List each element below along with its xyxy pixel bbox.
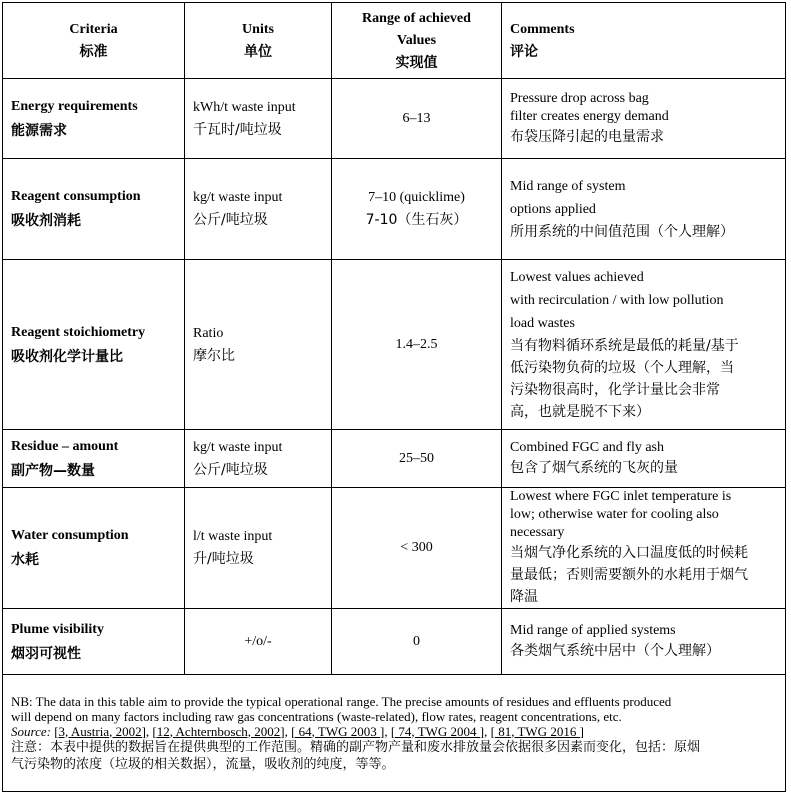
criteria-en: Energy requirements <box>11 98 138 114</box>
criteria-en: Water consumption <box>11 528 129 543</box>
units-en: +/o/- <box>244 633 272 649</box>
source-label: Source: <box>11 723 51 739</box>
criteria-cn: 吸收剂消耗 <box>11 213 81 229</box>
criteria-en: Reagent stoichiometry <box>11 324 146 340</box>
table-row <box>3 260 786 430</box>
comments-cell <box>502 488 786 609</box>
note-nb-line: will depend on many factors including raw gas concentrations (waste-related), flow rates, reagent concentrations, etc. <box>11 708 622 724</box>
reference-link[interactable]: [ 64, TWG 2003 ] <box>291 723 385 739</box>
note-row <box>3 675 786 792</box>
criteria-cell <box>3 609 185 675</box>
units-en: l/t waste input <box>193 529 273 544</box>
comment-en-line: Mid range of applied systems <box>510 622 676 638</box>
units-cell <box>185 159 332 260</box>
units-cell <box>185 609 332 675</box>
reference-link[interactable]: [ 81, TWG 2016 ] <box>490 723 584 739</box>
units-cn: 公斤/吨垃圾 <box>193 461 268 478</box>
comment-cn-line: 各类烟气系统中居中（个人理解） <box>510 642 720 659</box>
table-row <box>3 609 786 675</box>
criteria-cell <box>3 260 185 430</box>
header-range-cn: 实现值 <box>395 54 438 71</box>
comment-en-line: with recirculation / with low pollution <box>510 293 724 308</box>
note-cn-line: 气污染物的浓度（垃圾的相关数据），流量，吸收剂的纯度，等等。 <box>11 756 395 772</box>
range-value-cn: 7-10（生石灰） <box>365 212 468 228</box>
comment-cn-line: 量最低；否则需要额外的水耗用于烟气 <box>510 567 748 583</box>
header-comments-en: Comments <box>510 21 575 37</box>
header-criteria-en: Criteria <box>69 21 118 37</box>
criteria-cn: 烟羽可视性 <box>11 645 81 662</box>
header-comments <box>502 3 786 79</box>
units-cn: 千瓦时/吨垃圾 <box>193 121 282 138</box>
criteria-cell <box>3 79 185 159</box>
units-cell <box>185 260 332 430</box>
units-en: kg/t waste input <box>193 439 283 455</box>
comment-en-line: Mid range of system <box>510 179 626 194</box>
comment-cn-line: 包含了烟气系统的飞灰的量 <box>510 459 678 476</box>
comment-cn-line: 低污染物负荷的垃圾（个人理解，当 <box>510 360 734 376</box>
range-value: 6–13 <box>402 110 431 126</box>
units-cell <box>185 430 332 488</box>
comment-en-line: filter creates energy demand <box>510 108 669 124</box>
criteria-cn: 能源需求 <box>11 122 67 139</box>
criteria-cn: 吸收剂化学计量比 <box>11 348 123 365</box>
criteria-cell <box>3 430 185 488</box>
comments-cell <box>502 260 786 430</box>
header-comments-cn: 评论 <box>510 43 538 60</box>
units-en: kg/t waste input <box>193 190 283 205</box>
comment-cn-line: 高，也就是脱不下来） <box>510 404 650 420</box>
reference-link[interactable]: [ 74, TWG 2004 ] <box>390 723 485 739</box>
comments-cell <box>502 430 786 488</box>
comment-en-line: Lowest where FGC inlet temperature is <box>510 489 732 504</box>
range-cell <box>332 609 502 675</box>
header-criteria <box>3 3 185 79</box>
range-cell <box>332 430 502 488</box>
comment-en-line: Combined FGC and fly ash <box>510 439 664 455</box>
comment-en-line: low; otherwise water for cooling also <box>510 507 719 522</box>
criteria-table <box>2 2 786 792</box>
header-range <box>332 3 502 79</box>
range-value: 25–50 <box>399 450 434 466</box>
criteria-cn: 副产物—数量 <box>11 462 95 479</box>
range-cell <box>332 488 502 609</box>
criteria-cell <box>3 159 185 260</box>
comment-cn-line: 污染物很高时，化学计量比会非常 <box>510 382 720 398</box>
header-range-en-1: Range of achieved <box>362 10 471 26</box>
comment-cn-line: 降温 <box>510 589 538 605</box>
comment-cn-line: 布袋压降引起的电量需求 <box>510 128 664 145</box>
units-cn: 升/吨垃圾 <box>193 551 254 567</box>
comments-cell <box>502 159 786 260</box>
comment-en-line: Lowest values achieved <box>510 270 644 285</box>
header-units <box>185 3 332 79</box>
units-cell <box>185 79 332 159</box>
comments-cell <box>502 79 786 159</box>
table-row <box>3 79 786 159</box>
header-units-cn: 单位 <box>244 43 272 60</box>
comments-cell <box>502 609 786 675</box>
header-criteria-cn: 标准 <box>79 43 108 60</box>
header-units-en: Units <box>242 21 274 37</box>
reference-link[interactable]: [3, Austria, 2002] <box>54 723 146 739</box>
comment-en-line: Pressure drop across bag <box>510 90 649 106</box>
range-cell <box>332 159 502 260</box>
criteria-cell <box>3 488 185 609</box>
units-en: Ratio <box>193 325 224 341</box>
comment-en-line: load wastes <box>510 316 575 331</box>
range-cell <box>332 260 502 430</box>
table-row <box>3 488 786 609</box>
note-cn-line: 注意：本表中提供的数据旨在提供典型的工作范围。精确的副产物产量和废水排放量会依据很多因素而变化，包括：原烟 <box>11 739 701 755</box>
range-value: 0 <box>413 633 420 649</box>
note-nb-line: NB: The data in this table aim to provide the typical operational range. The precise amounts of residues and effluents produced <box>11 693 672 709</box>
units-en: kWh/t waste input <box>193 99 296 115</box>
units-cn: 公斤/吨垃圾 <box>193 212 268 228</box>
reference-link[interactable]: [12, Achternbosch, 2002] <box>152 723 285 739</box>
range-value: 1.4–2.5 <box>395 336 438 352</box>
note-source-line: Source: [3, Austria, 2002], [12, Achternbosch, 2002], [ 64, TWG 2003 ], [ 74, TWG 2004 ], [ 81, TWG 2016 ] <box>11 723 584 739</box>
header-range-en-2: Values <box>396 32 437 48</box>
range-value: < 300 <box>400 540 433 555</box>
comment-cn-line: 当有物料循环系统是最低的耗量/基于 <box>510 338 739 354</box>
comment-en-line: necessary <box>510 525 565 540</box>
units-cn: 摩尔比 <box>193 347 235 364</box>
table-row <box>3 159 786 260</box>
criteria-cn: 水耗 <box>11 552 39 568</box>
comment-cn-line: 所用系统的中间值范围（个人理解） <box>510 224 734 240</box>
table-header-row <box>3 3 786 79</box>
criteria-en: Reagent consumption <box>11 189 141 204</box>
criteria-en: Residue – amount <box>11 438 119 454</box>
comment-cn-line: 当烟气净化系统的入口温度低的时候耗 <box>510 545 748 561</box>
range-value: 7–10 (quicklime) <box>368 190 465 205</box>
units-cell <box>185 488 332 609</box>
comment-en-line: options applied <box>510 202 596 217</box>
table-row <box>3 430 786 488</box>
range-cell <box>332 79 502 159</box>
note-cell <box>3 675 786 792</box>
criteria-en: Plume visibility <box>11 621 104 637</box>
